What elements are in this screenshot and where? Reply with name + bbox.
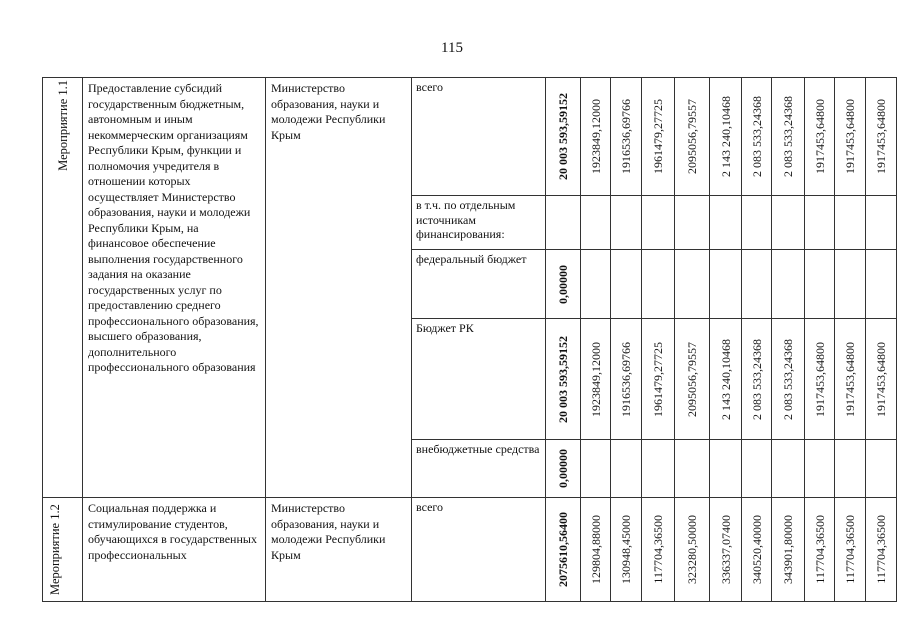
- funding-source: Бюджет РК: [416, 321, 474, 335]
- year-value: 340520,40000: [749, 515, 764, 584]
- total-value: 20 003 593,59152: [556, 93, 570, 180]
- year-value: 117704,36500: [874, 515, 888, 584]
- year-value: 2095056,79557: [685, 341, 699, 417]
- year-value: 2 083 533,24368: [781, 338, 795, 420]
- measure-label-cell: [43, 498, 83, 602]
- measure-label: Мероприятие 1.1: [55, 80, 70, 171]
- year-value: 1917453,64800: [843, 341, 857, 417]
- year-value: 2 083 533,24368: [749, 338, 764, 420]
- year-value: 1917453,64800: [874, 99, 888, 174]
- year-value: 323280,50000: [685, 515, 699, 584]
- budget-table: [42, 77, 897, 602]
- year-value: 1923849,12000: [588, 341, 603, 417]
- year-value: 129804,88000: [588, 515, 603, 584]
- executor-cell: [266, 78, 412, 498]
- year-value: 2 083 533,24368: [749, 96, 764, 177]
- measure-description: Предоставление субсидий государственным бюджетным, автономным и иным некоммерческим организациям Республики Крым, функции и полномочия учредителя в отношении которых осуществляет Министерство образования, науки и молодежи Республики Крым, на финансовое обеспечение выполнения государственного задания на оказание государственных услуг по предоставлению среднего профессионального образования, высшего образования, дополнительного профессионального образования: [88, 81, 259, 374]
- year-value: 2095056,79557: [685, 99, 699, 174]
- executor-cell: [266, 498, 412, 602]
- executor: Министерство образования, науки и молодежи Республики Крым: [271, 501, 386, 562]
- measure-label: Мероприятие 1.2: [47, 504, 62, 595]
- year-value: 2 083 533,24368: [781, 96, 795, 177]
- year-value: 117704,36500: [812, 515, 827, 584]
- total-value: 0,00000: [556, 264, 570, 304]
- funding-source: всего: [416, 500, 444, 514]
- year-value: 1917453,64800: [812, 99, 827, 174]
- total-value: 2075610,56400: [556, 512, 570, 587]
- funding-source: всего: [416, 80, 444, 94]
- funding-source: внебюджетные средства: [416, 442, 540, 456]
- table-row: [43, 498, 897, 602]
- year-value: 1917453,64800: [874, 341, 888, 417]
- measure-label-cell: [43, 78, 83, 498]
- executor: Министерство образования, науки и молодежи Республики Крым: [271, 81, 386, 142]
- total-value: 20 003 593,59152: [556, 335, 570, 423]
- year-value: 1961479,27725: [651, 341, 665, 417]
- year-value: 1916536,69766: [619, 99, 633, 174]
- year-value: 117704,36500: [651, 515, 665, 584]
- year-value: 1917453,64800: [812, 341, 827, 417]
- year-value: 336337,07400: [718, 515, 733, 584]
- year-value: 1916536,69766: [619, 341, 633, 417]
- year-value: 2 143 240,10468: [718, 96, 733, 177]
- measure-description-cell: [83, 498, 266, 602]
- funding-source: федеральный бюджет: [416, 252, 527, 266]
- year-value: 1961479,27725: [651, 99, 665, 174]
- measure-description: Социальная поддержка и стимулирование студентов, обучающихся в государственных профессиональных: [88, 501, 257, 562]
- measure-description-cell: [83, 78, 266, 498]
- page-number: 115: [441, 40, 463, 56]
- year-value: 343901,80000: [781, 515, 795, 584]
- total-value: 0,00000: [556, 449, 570, 488]
- year-value: 117704,36500: [843, 515, 857, 584]
- year-value: 1923849,12000: [588, 99, 603, 174]
- year-value: 2 143 240,10468: [718, 338, 733, 420]
- year-value: 1917453,64800: [843, 99, 857, 174]
- funding-source: в т.ч. по отдельным источникам финансирования:: [416, 198, 516, 241]
- table-row: [43, 78, 897, 196]
- year-value: 130948,45000: [619, 515, 633, 584]
